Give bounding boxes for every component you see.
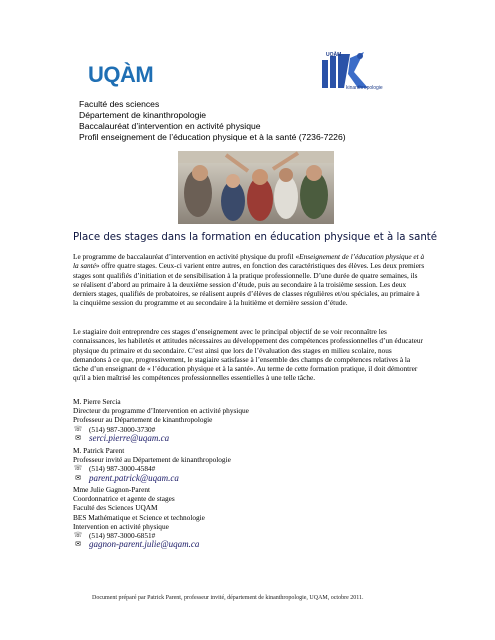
program-name: Baccalauréat d’intervention en activité physique (79, 121, 261, 131)
contact-name: M. Pierre Sercia (73, 397, 121, 406)
contact-role: Directeur du programme d’Intervention en activité physique (73, 406, 249, 416)
intro-profile-name: Enseignement de l’éducation physique et à la santé (73, 252, 425, 271)
contact-role: Professeur invité au Département de kinanthropologie (73, 455, 231, 465)
contact-role: BES Mathématique et Science et technologie (73, 512, 205, 522)
page-title: Place des stages dans la formation en éducation physique et à la santé (73, 232, 438, 243)
intro-text-end: » offre quatre stages. Ceux-ci varient entre autres, en fonction des caractéristiques des élèves. Les deux premiers stages sont qualifiés d’initiation et de sensibilisation à la pratique professionnelle. D’une durée de quatre semaines, ils se réalisent d’abord au primaire à la deuxième session d’étude, puis au secondaire à la troisième session. Les deux derniers stages, qualifiés de probatoires, se réalisent auprès d’élèves de classes régulières et/ou spéciales, au primaire à la cinquième session du programme et au secondaire à la huitième et dernière session d’étude. (73, 261, 425, 308)
faculty-name: Faculté des sciences (79, 99, 160, 109)
intro-text-start: Le programme de baccalauréat d’intervention en activité physique du profil « (73, 252, 300, 261)
phone-icon: ☏ (73, 464, 83, 473)
contact-role: Intervention en activité physique (73, 521, 169, 531)
kin-logo-label: UQÀM (326, 52, 342, 58)
contact-name: Mme Julie Gagnon-Parent (73, 485, 151, 494)
intro-paragraph (73, 252, 425, 308)
phone-icon: ☏ (73, 531, 83, 540)
contact-sercia (73, 397, 249, 443)
department-name: Département de kinanthropologie (79, 110, 207, 120)
envelope-icon: ✉ (75, 473, 81, 482)
contact-email[interactable]: serci.pierre@uqam.ca (89, 432, 170, 443)
envelope-icon: ✉ (75, 540, 81, 549)
contact-gagnon-parent (73, 485, 205, 549)
uqam-logo: UQÀM (88, 62, 154, 87)
profile-name: Profil enseignement de l’éducation physique et à la santé (7236-7226) (79, 132, 346, 142)
contact-role: Faculté des Sciences UQAM (73, 503, 158, 513)
students-photo (178, 151, 334, 224)
contact-phone: (514) 987-3000-3730# (89, 424, 156, 434)
contact-name: M. Patrick Parent (73, 446, 125, 455)
contact-role: Professeur au Département de kinanthropologie (73, 415, 213, 425)
footer-note: Document préparé par Patrick Parent, professeur invité, département de kinanthropologie, UQAM, octobre 2011. (92, 595, 364, 601)
contact-phone: (514) 987-3000-6851# (89, 531, 156, 541)
phone-icon: ☏ (73, 424, 83, 433)
contact-phone: (514) 987-3000-4584# (89, 464, 156, 474)
kin-logo-text: kinanthropologie (346, 85, 383, 91)
objective-paragraph: Le stagiaire doit entreprendre ces stages d’enseignement avec le principal objectif de se voir reconnaître les connaissances, les habiletés et attitudes nécessaires au développement des compétences professionnelles d’un éducateur physique du primaire et du secondaire. C’est ainsi que lors de l’évaluation des stages en milieu scolaire, nous demandons à ce que, progressivement, le stagiaire satisfasse à l’ensemble des champs de compétences relatives à la tâche d’un enseignant de « l’éducation physique et à la santé». Au terme de cette formation pratique, il doit démontrer qu'il a bien maîtrisé les compétences professionnelles essentielles à une telle tâche. (73, 327, 423, 383)
contact-email[interactable]: parent.patrick@uqam.ca (89, 472, 179, 483)
contact-email[interactable]: gagnon-parent.julie@uqam.ca (89, 539, 200, 550)
contact-role: Coordonnatrice et agente de stages (73, 494, 175, 504)
contact-parent (73, 446, 231, 483)
envelope-icon: ✉ (75, 433, 81, 442)
